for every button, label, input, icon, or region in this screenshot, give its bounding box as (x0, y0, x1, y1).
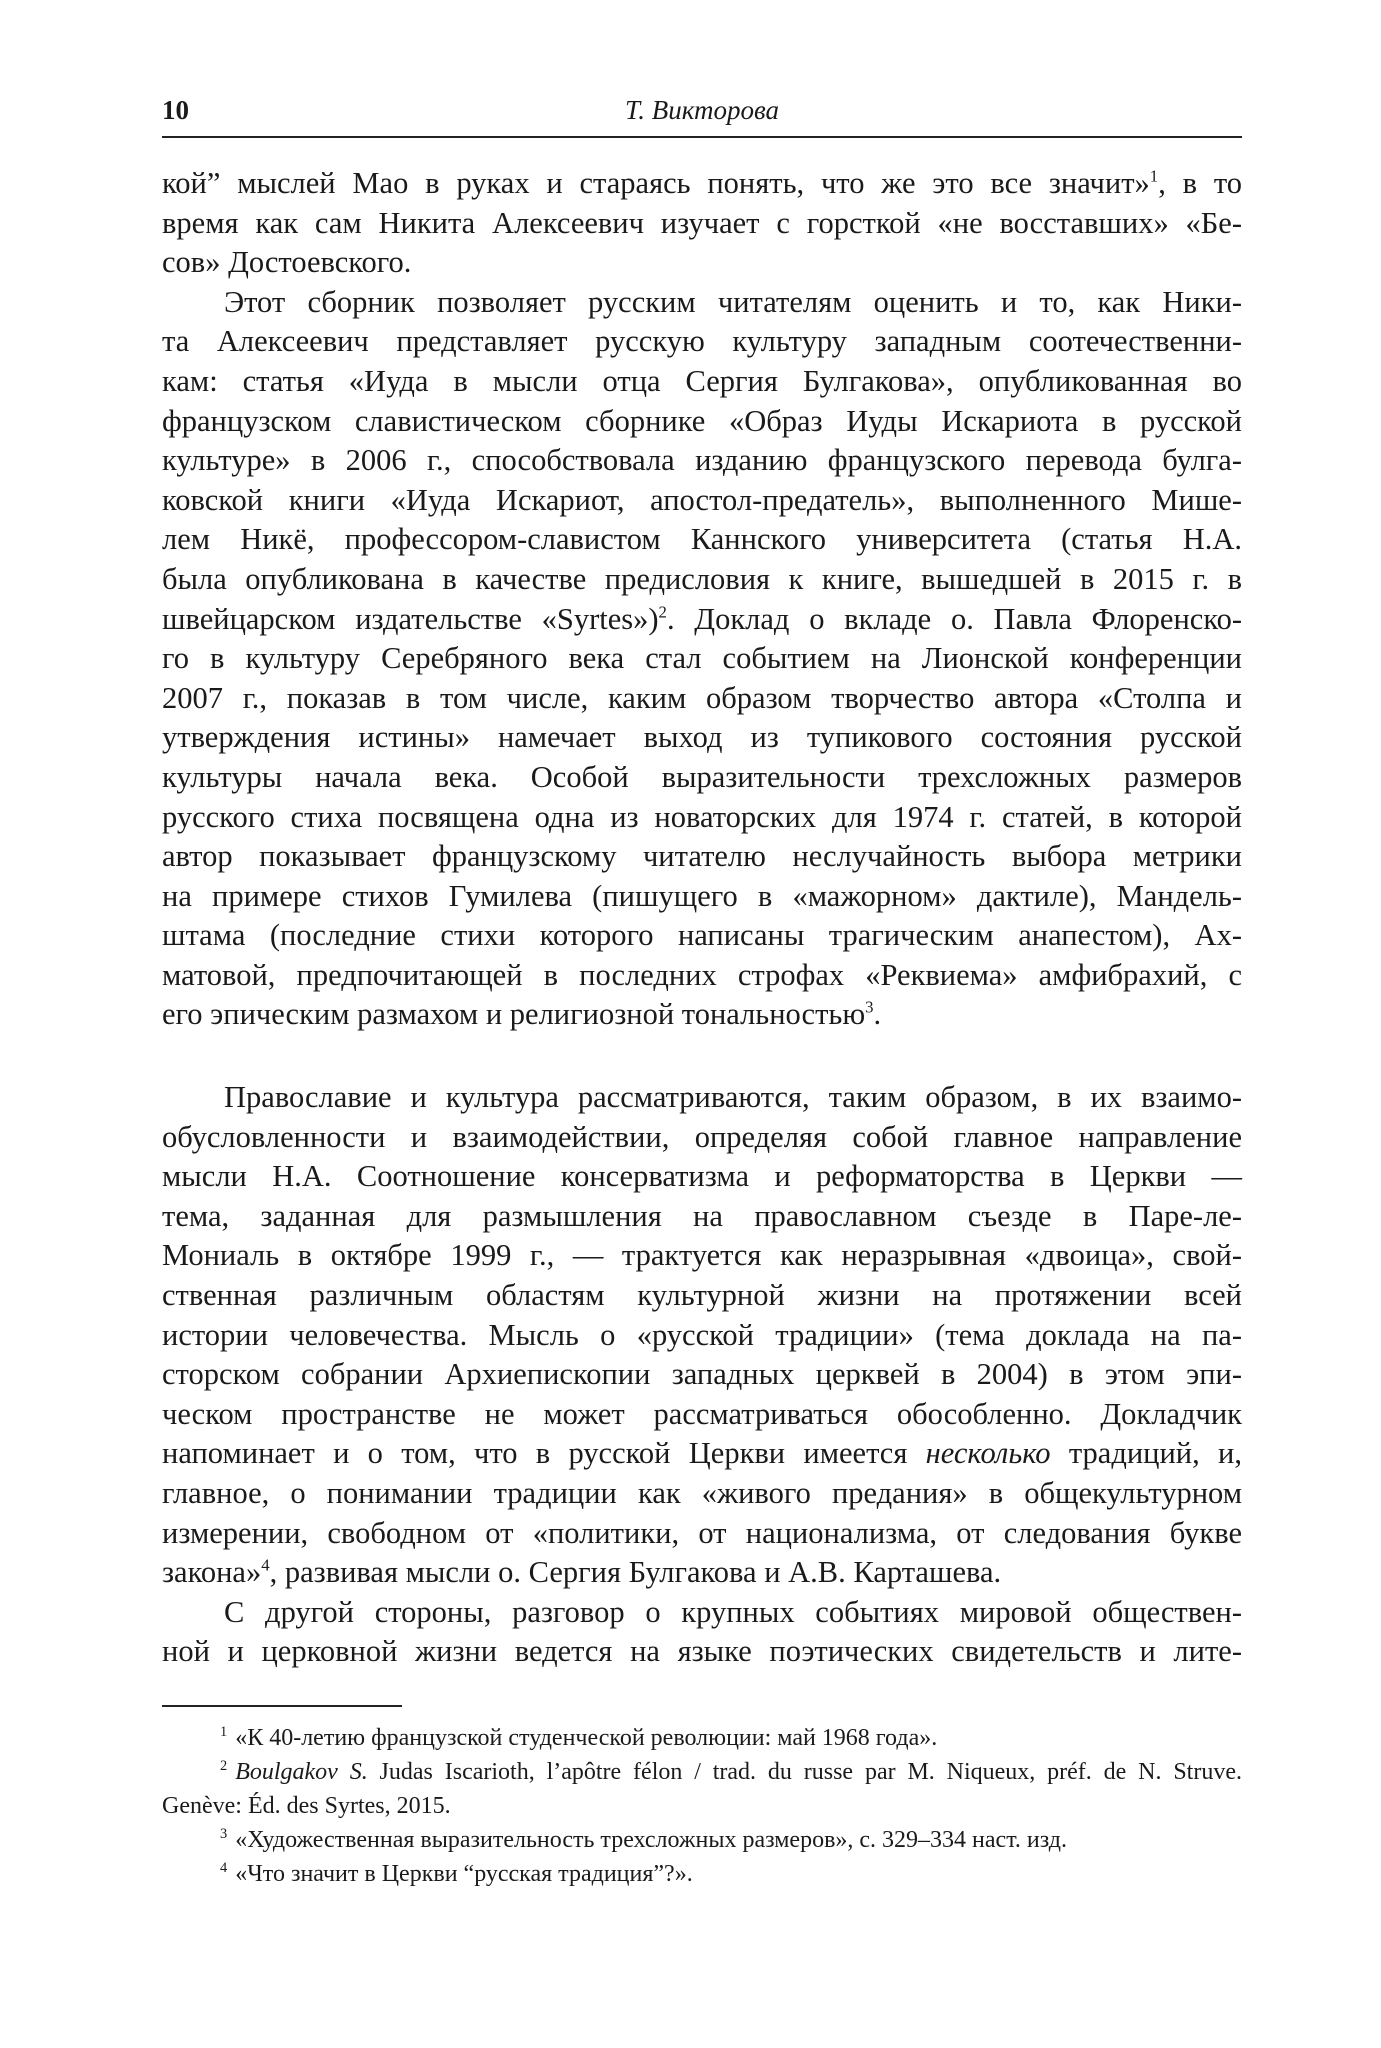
text-segment: штама (последние стихи которого написаны трагическим анапестом), Ах- (162, 918, 1242, 953)
footnote-number: 4 (220, 1860, 228, 1877)
text-line (162, 718, 1242, 758)
text-segment: истории человечества. Мысль о «русской традиции» (тема доклада на па- (162, 1317, 1242, 1352)
text-line (162, 560, 1242, 600)
text-segment: традиций, и, (1050, 1436, 1242, 1471)
text-line (162, 639, 1242, 679)
footnote-reference: 2 (658, 601, 667, 621)
text-segment: тема, заданная для размышления на православном съезде в Паре-ле- (162, 1198, 1242, 1233)
text-segment: ственная различным областям культурной жизни на протяжении всей (162, 1278, 1242, 1313)
text-line (162, 441, 1242, 481)
text-line (162, 243, 1242, 283)
text-segment: утверждения истины» намечает выход из тупикового состояния русской (162, 720, 1242, 755)
paragraph-1 (162, 164, 1242, 283)
text-line (162, 995, 1242, 1035)
text-segment: кой” мыслей Мао в руках и стараясь понять, что же это все значит» (162, 166, 1150, 200)
footnote-number: 2 (220, 1758, 228, 1775)
text-segment: сторском собрании Архиепископии западных церквей в 2004) в этом эпи- (162, 1357, 1242, 1392)
section-gap (162, 1035, 1242, 1078)
text-line (162, 679, 1242, 719)
text-segment: , в то (1158, 166, 1243, 200)
footnotes (162, 1705, 1242, 1891)
text-segment: его эпическим размахом и религиозной тональностью (162, 997, 866, 1032)
text-segment: измерении, свободном от «политики, от национализма, от следования букве (162, 1515, 1242, 1550)
footnote-list (162, 1721, 1242, 1891)
text-line (162, 1078, 1242, 1118)
text-line (162, 916, 1242, 956)
text-line (162, 1395, 1242, 1435)
text-line (162, 1316, 1242, 1356)
footnote-reference: 3 (865, 997, 874, 1017)
text-line (162, 1118, 1242, 1158)
text-segment: С другой стороны, разговор о крупных событиях мировой обществен- (224, 1594, 1242, 1629)
text-line (162, 837, 1242, 877)
footnote-line (162, 1755, 1242, 1789)
footnote-text: Genève: Éd. des Syrtes, 2015. (162, 1793, 451, 1819)
text-line (162, 1553, 1242, 1593)
main-text (162, 164, 1242, 1672)
footnote-text: Judas Iscarioth, l’apôtre félon / trad. du russe par M. Niqueux, préf. de N. Struve. (367, 1759, 1242, 1785)
text-line (162, 204, 1242, 244)
text-segment: французском славистическом сборнике «Образ Иуды Искариота в русской (162, 403, 1242, 438)
footnote-author: Boulgakov S. (235, 1759, 368, 1785)
text-segment: время как сам Никита Алексеевич изучает с горсткой «не восставших» «Бе- (162, 205, 1242, 240)
text-line (162, 877, 1242, 917)
text-line (162, 1474, 1242, 1514)
footnote-line (162, 1721, 1242, 1755)
text-segment: швейцарском издательстве «Syrtes») (162, 601, 659, 636)
text-segment: Мониаль в октябре 1999 г., — трактуется как неразрывная «двоица», свой- (162, 1238, 1242, 1273)
text-segment: . Доклад о вкладе о. Павла Флоренско- (666, 601, 1242, 636)
text-line (162, 1434, 1242, 1474)
text-line (162, 758, 1242, 798)
text-segment: та Алексеевич представляет русскую культуру западным соотечественни- (162, 324, 1242, 359)
text-segment: мысли Н.А. Соотношение консерватизма и реформаторства в Церкви — (162, 1159, 1242, 1194)
text-line (162, 1355, 1242, 1395)
paragraph-4 (162, 1593, 1242, 1672)
text-line (162, 322, 1242, 362)
footnote-number: 1 (220, 1724, 228, 1741)
running-title: Т. Викторова (624, 95, 780, 125)
text-line (162, 1197, 1242, 1237)
text-line (162, 481, 1242, 521)
text-segment: ковской книги «Иуда Искариот, апостол-предатель», выполненного Мише- (162, 482, 1242, 517)
text-segment: на примере стихов Гумилева (пишущего в «мажорном» дактиле), Мандель- (162, 878, 1242, 913)
text-segment: русского стиха посвящена одна из новаторских для 1974 г. статей, в которой (162, 799, 1242, 834)
text-line (162, 600, 1242, 640)
footnote-number: 3 (220, 1826, 228, 1843)
text-segment: культуры начала века. Особой выразительности трехсложных размеров (162, 759, 1242, 794)
emphasis-text: несколько (925, 1436, 1051, 1471)
footnote-text: «К 40-летию французской студенческой революции: май 1968 года». (235, 1725, 938, 1751)
text-line (162, 798, 1242, 838)
footnote-line (162, 1789, 1242, 1823)
text-line (162, 362, 1242, 402)
text-line (162, 283, 1242, 323)
footnote-line (162, 1823, 1242, 1857)
text-line (162, 1276, 1242, 1316)
page-number: 10 (162, 95, 189, 125)
text-line (162, 520, 1242, 560)
text-segment: главное, о понимании традиции как «живого предания» в общекультурном (162, 1476, 1242, 1510)
text-segment: 2007 г., показав в том числе, каким образом творчество автора «Столпа и (162, 680, 1242, 715)
text-line (162, 402, 1242, 442)
text-segment: была опубликована в качестве предисловия к книге, вышедшей в 2015 г. в (162, 561, 1242, 596)
text-segment: обусловленности и взаимодействии, определяя собой главное направление (162, 1119, 1242, 1154)
footnote-line (162, 1857, 1242, 1891)
text-segment: . (873, 997, 882, 1032)
text-segment: матовой, предпочитающей в последних строфах «Реквиема» амфибрахий, с (162, 957, 1242, 992)
text-segment: , развивая мысли о. Сергия Булгакова и А.В. Карташева. (269, 1555, 1002, 1590)
text-line (162, 164, 1242, 204)
text-segment: Православие и культура рассматриваются, таким образом, в их взаимо- (224, 1080, 1242, 1115)
footnote-text: «Что значит в Церкви “русская традиция”?». (235, 1861, 693, 1887)
text-line (162, 1514, 1242, 1554)
footnote-rule (162, 1705, 402, 1707)
text-segment: кам: статья «Иуда в мысли отца Сергия Булгакова», опубликованная во (162, 363, 1242, 398)
text-line (162, 1632, 1242, 1672)
running-header (162, 92, 1242, 138)
text-segment: автор показывает французскому читателю неслучайность выбора метрики (162, 839, 1242, 874)
text-segment: напоминает и о том, что в русской Церкви имеется (162, 1436, 926, 1471)
text-segment: го в культуру Серебряного века стал событием на Лионской конференции (162, 641, 1242, 676)
text-segment: ной и церковной жизни ведется на языке поэтических свидетельств и лите- (162, 1634, 1242, 1669)
footnote-reference: 4 (261, 1555, 270, 1575)
footnote-text: «Художественная выразительность трехсложных размеров», с. 329–334 наст. изд. (235, 1827, 1067, 1853)
text-segment: ческом пространстве не может рассматриваться обособленно. Докладчик (162, 1396, 1242, 1431)
footnote-reference: 1 (1149, 166, 1159, 186)
text-segment: закона» (162, 1555, 262, 1590)
paragraph-3 (162, 1078, 1242, 1593)
text-segment: Этот сборник позволяет русским читателям оценить и то, как Ники- (224, 284, 1242, 319)
text-line (162, 1593, 1242, 1633)
text-segment: сов» Достоевского. (162, 245, 412, 280)
text-segment: культуре» в 2006 г., способствовала изданию французского перевода булга- (162, 443, 1242, 478)
text-line (162, 1236, 1242, 1276)
text-line (162, 956, 1242, 996)
paragraph-2 (162, 283, 1242, 1035)
text-line (162, 1157, 1242, 1197)
text-segment: лем Никё, профессором-славистом Каннского университета (статья Н.А. (162, 522, 1242, 557)
